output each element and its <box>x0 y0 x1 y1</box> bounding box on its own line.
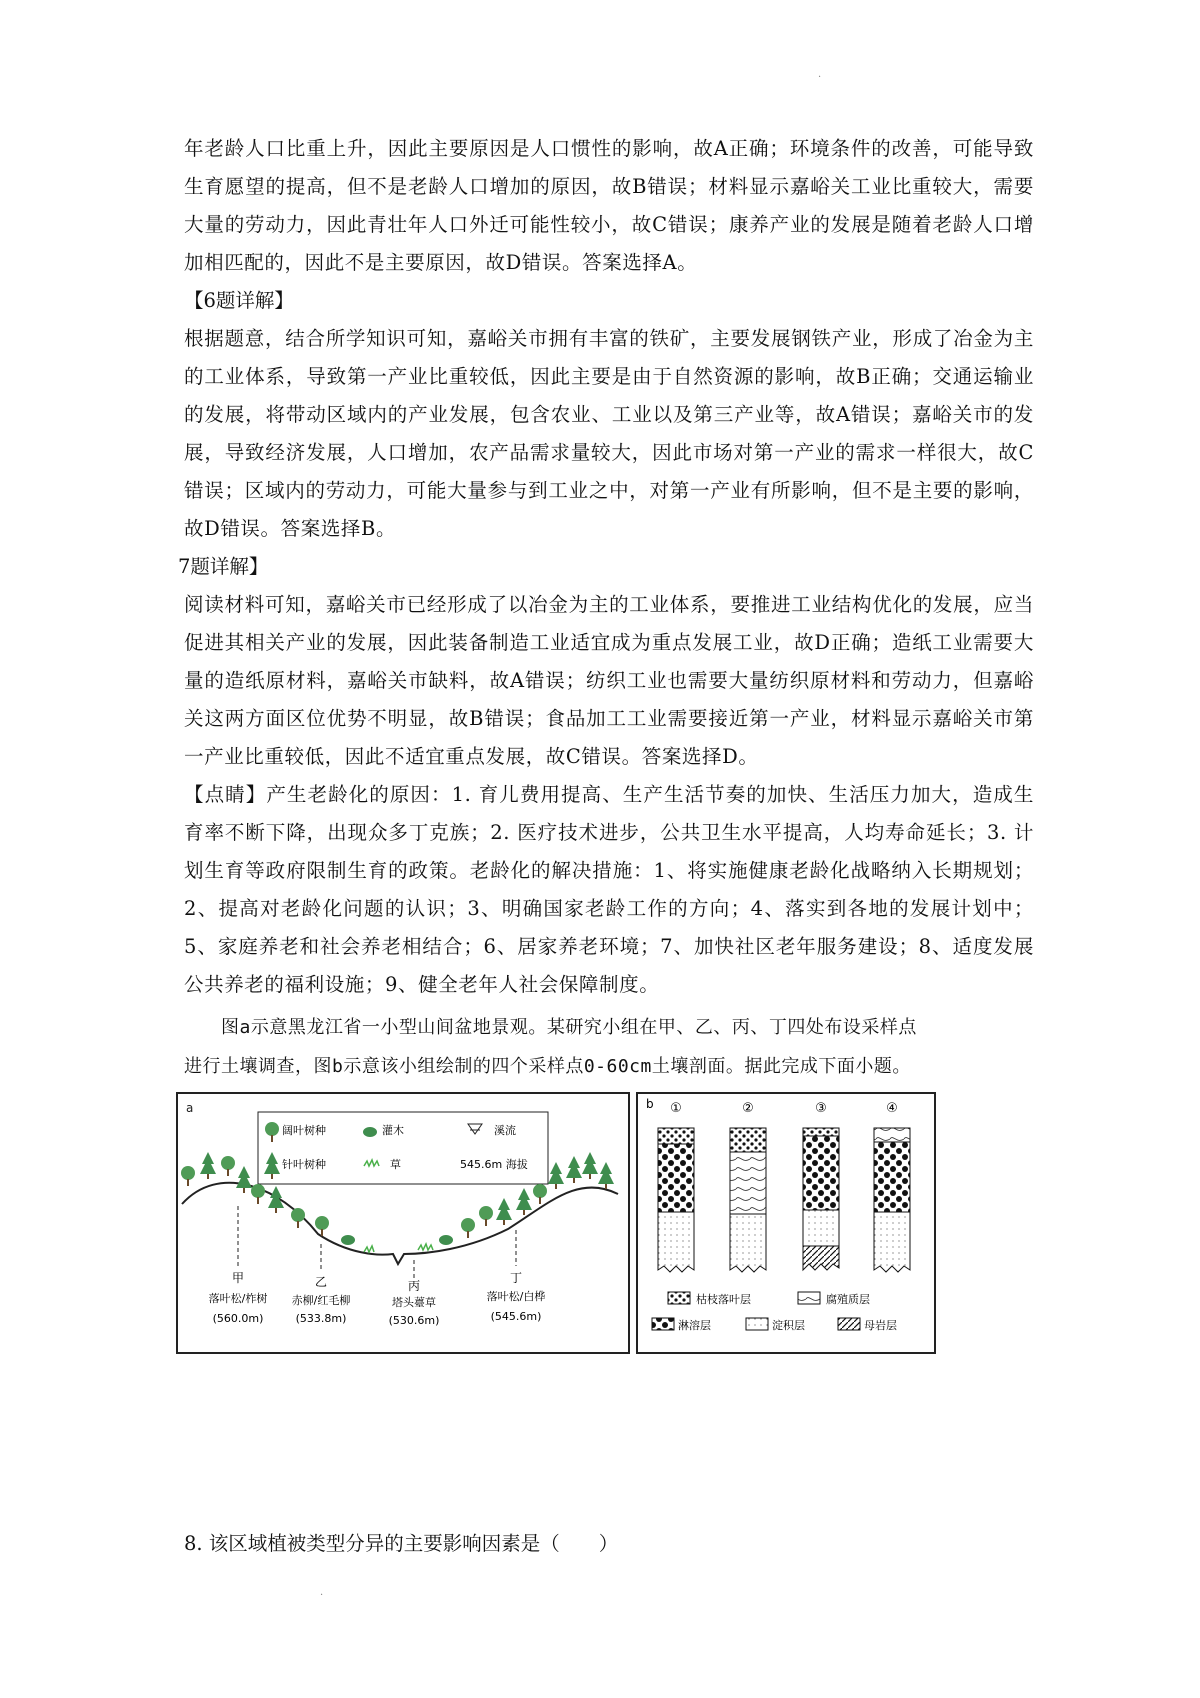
site-elevation: (533.8m) <box>295 1312 347 1325</box>
site-species: 落叶松/白桦 <box>486 1290 546 1303</box>
question-8: 8. 该区域植被类型分异的主要影响因素是（ ） <box>184 1532 619 1555</box>
profile-number: ④ <box>886 1101 898 1116</box>
grass-icon <box>418 1244 433 1250</box>
tree-icon <box>533 1184 547 1204</box>
legend-grass: 草 <box>390 1158 401 1171</box>
profile-number: ③ <box>815 1101 827 1116</box>
paragraph-answer-5-tail: 年老龄人口比重上升，因此主要原因是人口惯性的影响，故A正确；环境条件的改善，可能导致生育愿望的提高，但不是老龄人口增加的原因，故B错误；材料显示嘉峪关工业比重较大，需要大量的劳动力，因此青壮年人口外迁可能性较小，故C错误；康养产业的发展是随着老龄人口增加相匹配的，因此不是主要原因，故D错误。答案选择A。 <box>184 137 1034 274</box>
legend-broadleaf: 阔叶树种 <box>282 1124 326 1137</box>
legend-parent: 母岩层 <box>864 1319 897 1332</box>
tree-icon <box>582 1152 598 1179</box>
litter-swatch <box>668 1292 690 1304</box>
terrain-profile <box>182 1183 618 1264</box>
site-elevation: (530.6m) <box>388 1314 440 1327</box>
eluvial-swatch <box>652 1318 674 1330</box>
figure-b-soil-profiles <box>636 1092 936 1354</box>
site-name: 丙 <box>407 1279 421 1293</box>
site-name: 丁 <box>509 1271 523 1285</box>
tree-icon <box>496 1198 512 1225</box>
soil-profile-1 <box>658 1128 694 1272</box>
tree-icon <box>200 1152 216 1179</box>
grass-icon <box>364 1246 374 1252</box>
tree-icon <box>461 1218 475 1238</box>
shrub-icon <box>439 1235 453 1245</box>
legend-deposit: 淀积层 <box>772 1319 805 1332</box>
soil-profile-2 <box>730 1128 766 1272</box>
legend-humus: 腐殖质层 <box>826 1293 870 1306</box>
scan-dot: · <box>818 72 822 83</box>
site-name: 甲 <box>231 1271 245 1285</box>
tree-icon <box>291 1208 305 1228</box>
legend-shrub: 灌木 <box>382 1124 404 1137</box>
tree-icon <box>236 1166 252 1193</box>
site-species: 塔头薹草 <box>392 1296 436 1309</box>
legend-box <box>258 1112 548 1184</box>
tree-icon <box>181 1166 195 1186</box>
parent-rock-swatch <box>838 1318 860 1330</box>
tree-icon <box>566 1156 582 1183</box>
site-species: 落叶松/柞树 <box>208 1292 268 1305</box>
heading-question-6: 【6题详解】 <box>184 289 294 312</box>
tree-icon <box>548 1162 564 1189</box>
figure-b-svg <box>638 1094 934 1352</box>
legend-stream: 溪流 <box>494 1124 516 1137</box>
deposit-swatch <box>746 1318 768 1330</box>
paragraph-key-points: 【点睛】产生老龄化的原因：1. 育儿费用提高、生产生活节奏的加快、生活压力加大，造成生育率不断下降，出现众多丁克族；2. 医疗技术进步，公共卫生水平提高，人均寿命延长；3. 计划生育等政府限制生育的政策。老龄化的解决措施：1、将实施健康老龄化战略纳入长期规划；2、提高对老龄化问题的认识；3、明确国家老龄工作的方向；4、落实到各地的发展计划中；5、家庭养老和社会养老相结合；6、居家养老环境；7、加快社区老年服务建设；8、适度发展公共养老的福利设施；9、健全老年人社会保障制度。 <box>184 783 1034 996</box>
site-species: 赤柳/红毛柳 <box>291 1294 351 1307</box>
figure-a-svg <box>178 1094 628 1352</box>
figure-b-label: b <box>646 1097 654 1111</box>
legend-litter: 枯枝落叶层 <box>696 1293 751 1306</box>
tree-icon <box>479 1206 493 1226</box>
figure-a-landscape <box>176 1092 630 1354</box>
site-name: 乙 <box>314 1275 328 1289</box>
site-elevation: (560.0m) <box>212 1312 264 1325</box>
profile-number: ② <box>742 1101 754 1116</box>
shrub-icon <box>341 1235 355 1245</box>
humus-swatch <box>798 1292 820 1304</box>
tree-icon <box>516 1188 532 1215</box>
legend-eluvial: 淋溶层 <box>678 1319 711 1332</box>
paragraph-answer-6: 根据题意，结合所学知识可知，嘉峪关市拥有丰富的铁矿，主要发展钢铁产业，形成了冶金为主的工业体系，导致第一产业比重较低，因此主要是由于自然资源的影响，故B正确；交通运输业的发展，将带动区域内的产业发展，包含农业、工业以及第三产业等，故A错误；嘉峪关市的发展，导致经济发展，人口增加，农产品需求量较大，因此市场对第一产业的需求一样很大，故C错误；区域内的劳动力，可能大量参与到工业之中，对第一产业有所影响，但不是主要的影响，故D错误。答案选择B。 <box>184 327 1034 540</box>
shrub-icon <box>363 1127 377 1137</box>
paragraph-answer-7: 阅读材料可知，嘉峪关市已经形成了以冶金为主的工业体系，要推进工业结构优化的发展，应当促进其相关产业的发展，因此装备制造工业适宜成为重点发展工业，故D正确；造纸工业需要大量的造纸原材料，嘉峪关市缺料，故A错误；纺织工业也需要大量纺织原材料和劳动力，但嘉峪关这两方面区位优势不明显，故B错误；食品加工工业需要接近第一产业，材料显示嘉峪关市第一产业比重较低，因此不适宜重点发展，故C错误。答案选择D。 <box>184 593 1034 768</box>
legend-conifer: 针叶树种 <box>282 1158 326 1171</box>
tree-icon <box>251 1184 265 1204</box>
figure-a-label: a <box>186 1101 194 1115</box>
intro-line-2: 进行土壤调查，图b示意该小组绘制的四个采样点0-60cm土壤剖面。据此完成下面小题。 <box>184 1056 911 1077</box>
site-elevation: (545.6m) <box>490 1310 542 1323</box>
soil-profile-4 <box>874 1128 910 1272</box>
legend-elevation: 545.6m 海拔 <box>460 1158 528 1171</box>
heading-question-7: 7题详解】 <box>178 555 269 578</box>
tree-icon <box>598 1162 614 1189</box>
profile-number: ① <box>670 1101 682 1116</box>
scan-dot: · <box>320 1590 324 1601</box>
intro-line-1: 图a示意黑龙江省一小型山间盆地景观。某研究小组在甲、乙、丙、丁四处布设采样点 <box>184 1017 917 1038</box>
soil-profile-3 <box>803 1128 839 1270</box>
tree-icon <box>221 1156 235 1176</box>
